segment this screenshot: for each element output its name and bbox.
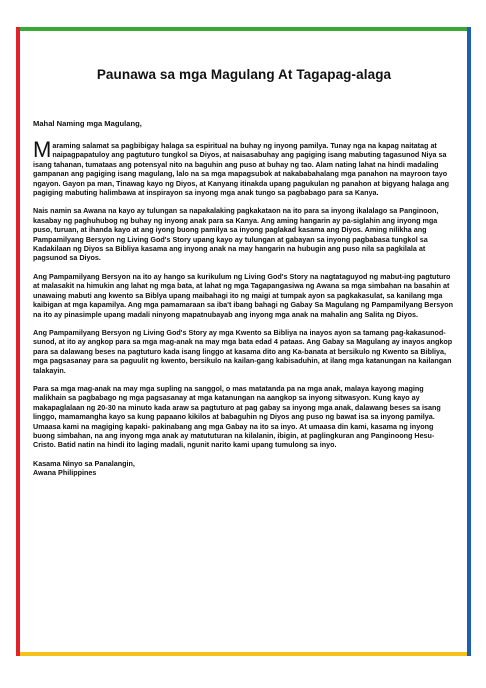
- signoff: [33, 459, 455, 478]
- letter-body: [33, 67, 455, 478]
- signoff-closing: Kasama Ninyo sa Panalangin,: [33, 458, 135, 468]
- border-right-blue: [467, 27, 471, 656]
- border-bottom-yellow: [16, 652, 471, 656]
- border-left-red: [16, 27, 20, 656]
- salutation: Mahal Naming mga Magulang,: [33, 119, 142, 128]
- signoff-organization: Awana Philippines: [33, 468, 97, 478]
- paragraph-1-text: araming salamat sa pagbibigay halaga sa espiritual na buhay ng inyong pamilya. Tunay nga na kapag naitatag at naipagpapatuloy ang pagtuturo tungkol sa Diyos, at naisasabuhay ang pagiging isang mabuting tagasunod Niya sa isang tahanan, tumataas ang potensyal nito na baguhin ang puso at buhay ng tao. Alam nating lahat na hindi madaling gampanan ang pagiging isang magulang, lalo na sa mga mapagsubok at nakababahalang mga panahon na mayroon tayo ngayon. Gayon pa man, Tinawag kayo ng Diyos, at Kanyang itinakda upang pagukulan ng panahon at bigyang halaga ang pagiging mabuting halimbawa at inspirayon sa inyong mga anak tungo sa pagbabago para sa Kanya.: [33, 141, 450, 198]
- drop-cap: M: [33, 137, 52, 162]
- paragraph-5: Para sa mga mag-anak na may mga supling na sanggol, o mas matatanda pa na mga anak, malaya kayong maging malikhain sa pagbabago ng mga pagsasanay at mga katanungan na aangkop sa inyong sitwasyon. Kung kayo ay makapaglalaan ng 20-30 na minuto kada araw sa pagtuturo at pag gabay sa inyong mga anak, dalawang beses sa isang linggo, mamamangha kayo sa kung papaano kikilos at babaguhin ng Diyos ang puso ng bawat isa sa inyong pamilya. Umaasa kami na magiging kapaki- pakinabang ang mga Gabay na ito sa inyo. At umaasa din kami, kasama ng inyong buong simbahan, na ang inyong mga anak ay matututuran na kilalanin, ibigin, at paglingkuran ang Panginoong Hesu-Cristo. Batid natin na hindi ito laging madali, ngunit narito kami upang tumulong sa inyo.: [33, 383, 441, 450]
- page-title: Paunawa sa mga Magulang At Tagapag-alaga: [96, 67, 392, 82]
- paragraph-3: Ang Pampamilyang Bersyon na ito ay hango sa kurikulum ng Living God's Story na nagtataguyod ng mabut-ing pagtuturo at malasakit na himukin ang lahat ng mga bata, at lahat ng mga Tagapangasiwa ng Awana sa mga simbahan na basahin at unawaing mabuti ang kwento sa Biblya upang maibahagi ito ng maigi at tumpak ayon sa pagkakasulat, sa kanilang mga kaibigan at mga kapamilya. Ang mga pamamaraan sa iba't ibang bahagi ng Gabay Sa Magulang ng Pampamilyang Bersyon na ito ay pinasimple upang madali ninyong mapatnubayab ang inyong mga anak na mahalin ang Salita ng Diyos.: [33, 271, 454, 319]
- paragraph-4: Ang Pampamilyang Bersyon ng Living God's Story ay mga Kwento sa Bibliya na inayos ayon sa tamang pag-kakasunod-sunod, at ito ay angkop para sa mga mag-anak na may mga bata edad 4 pataas. Ang Gabay sa Magulang ay inayos angkop para sa dalawang beses na pagtuturo kada isang linggo at kasama dito ang Ka-banata at bersikulo ng Kwento sa Bibliya, mga pagsasanay para sa paguulit ng kwento, bersikulo na kailan-gang kabisaduhin, at ilang mga katanungan na kailangan talakayin.: [33, 327, 453, 375]
- paragraph-1: [33, 137, 455, 198]
- paragraph-2: Nais namin sa Awana na kayo ay tulungan sa napakalaking pagkakataon na ito para sa inyong ikalalago sa Panginoon, kasabay ng paghuhubog ng buhay ng inyong anak para sa Kanya. Ang aming hangarin ay pa-siglahin ang inyong mga puso, turuan, at ihanda kayo at ang iyong buong pamilya sa inyong paglakad kasama ang Diyos. Aming nilikha ang Pampamilyang Bersyon ng Living God's Story upang kayo ay tulungan at gabayan sa inyong pagbabasa tungkol sa Kadakilaan ng Diyos sa Bibliya kasama ang inyong anak na may hangarin na hubugin ang puso nila sa pagkilala at pagsunod sa Diyos.: [33, 206, 439, 263]
- border-top-green: [16, 27, 471, 31]
